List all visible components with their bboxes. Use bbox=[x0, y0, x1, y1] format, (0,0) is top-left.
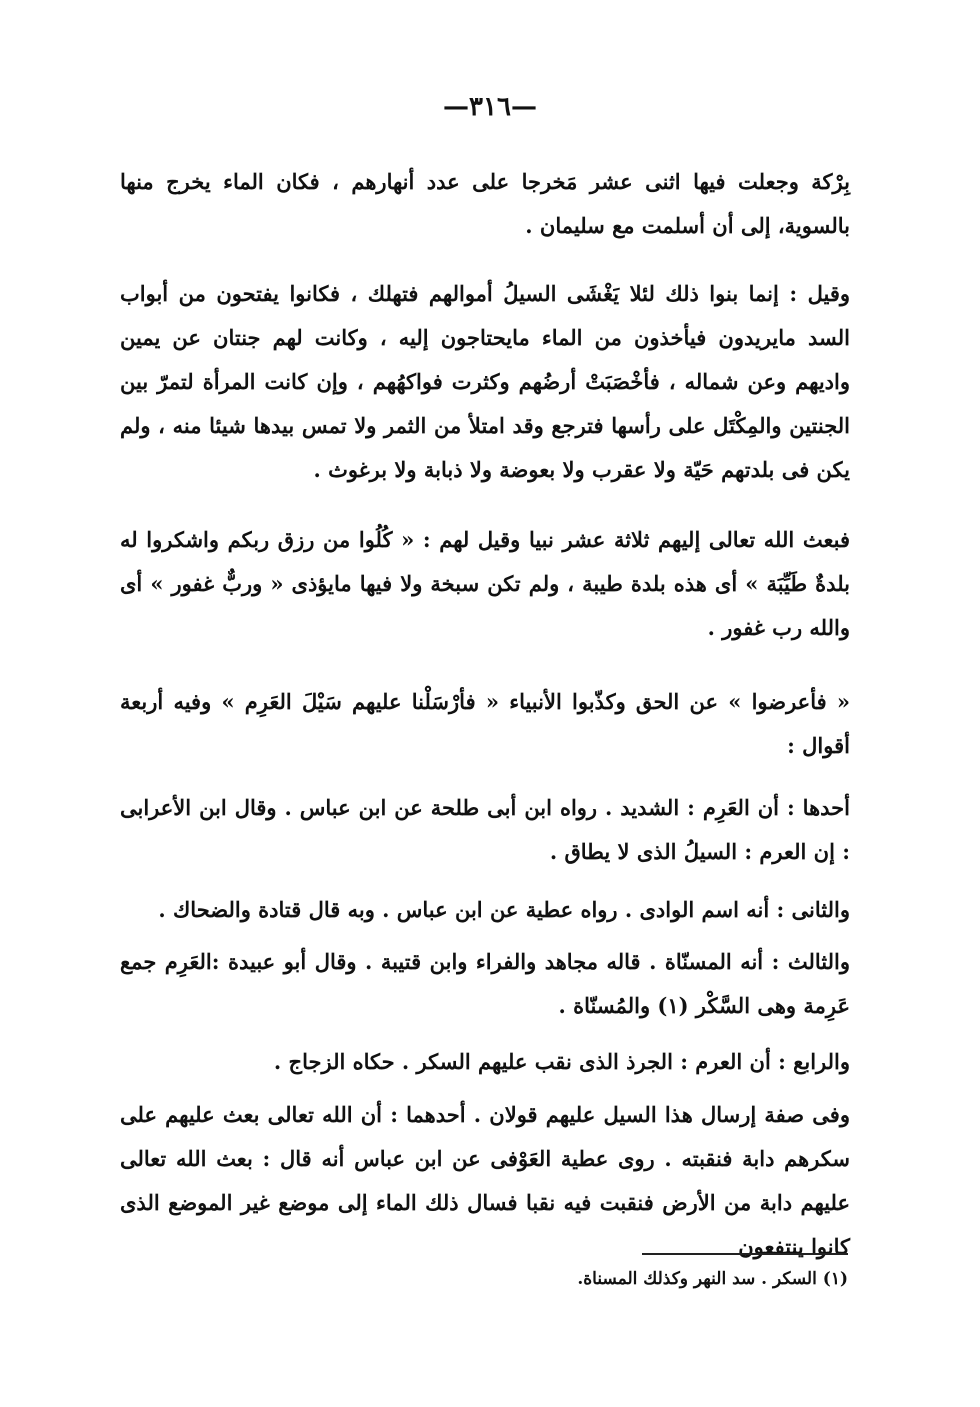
paragraph-third-opinion: والثالث : أنه المسنّاة . قاله مجاهد والفراء وابن قتيبة . وقال أبو عبيدة :العَرِم جمع عَرِمة وهى السَّكْر (١) والمُسنّاة . bbox=[120, 949, 850, 1018]
footnote-divider bbox=[642, 1253, 848, 1255]
paragraph-flood-description: وفى صفة إرسال هذا السيل عليهم قولان . أحدهما : أن الله تعالى بعث عليهم على سكرهم دابة فنقبته . روى عطية العَوْفى عن ابن عباس أنه قال : بعث الله تعالى عليهم دابة من الأرض فنقبت فيه نقبا فسال ذلك الماء إلى موضع غير الموضع الذى كانوا ينتفعون bbox=[120, 1102, 850, 1259]
paragraph-continuation: بِرْكة وجعلت فيها اثنى عشر مَخرجا على عدد أنهارهم ، فكان الماء يخرج منها بالسوية، إلى أن أسلمت مع سليمان . bbox=[120, 169, 850, 238]
paragraph-prophets-sent: فبعث الله تعالى إليهم ثلاثة عشر نبيا وقيل لهم : « كُلُوا من رزق ربكم واشكروا له بلدةٌ طَيِّبَة » أى هذه بلدة طيبة ، ولم تكن سبخة ولا فيها مايؤذى « وربٌّ غفور » أى والله رب غفور . bbox=[120, 527, 850, 640]
page-number: —٣١٦— bbox=[443, 92, 537, 122]
paragraph-first-opinion: أحدها : أن العَرِم : الشديد . رواه ابن أبى طلحة عن ابن عباس . وقال ابن الأعرابى : إن العرم : السيلُ الذى لا يطاق . bbox=[120, 795, 850, 864]
paragraph-second-opinion: والثانى : أنه اسم الوادى . رواه عطية عن ابن عباس . وبه قال قتادة والضحاك . bbox=[158, 897, 850, 922]
paragraph-dam-gardens: وقيل : إنما بنوا ذلك لئلا يَغْشَى السيلُ أموالهم فتهلك ، فكانوا يفتحون من أبواب السد مايريدون فيأخذون من الماء مايحتاجون إليه ، وكانت لهم جنتان عن يمين واديهم وعن شماله ، فأخْصَبَتْ أرضُهم وكثرت فواكهُهم ، وإن كانت المرأة لتمرّ بين الجنتين والمِكْتَل على رأسها فترجع وقد امتلأ من الثمر ولا تمس بيدها شيئا منه ، ولم يكن فى بلدتهم حَيّة ولا عقرب ولا بعوضة ولا ذبابة ولا برغوث . bbox=[120, 281, 850, 482]
footnote: (١) السكر . سد النهر وكذلك المسناة. bbox=[577, 1269, 848, 1289]
paragraph-fourth-opinion: والرابع : أن العرم : الجرذ الذى نقب عليهم السكر . حكاه الزجاج . bbox=[273, 1049, 850, 1074]
paragraph-they-turned-away: « فأعرضوا » عن الحق وكذّبوا الأنبياء « فأرْسَلْنا عليهم سَيْلَ العَرِم » وفيه أربعة أقوال : bbox=[120, 689, 850, 758]
